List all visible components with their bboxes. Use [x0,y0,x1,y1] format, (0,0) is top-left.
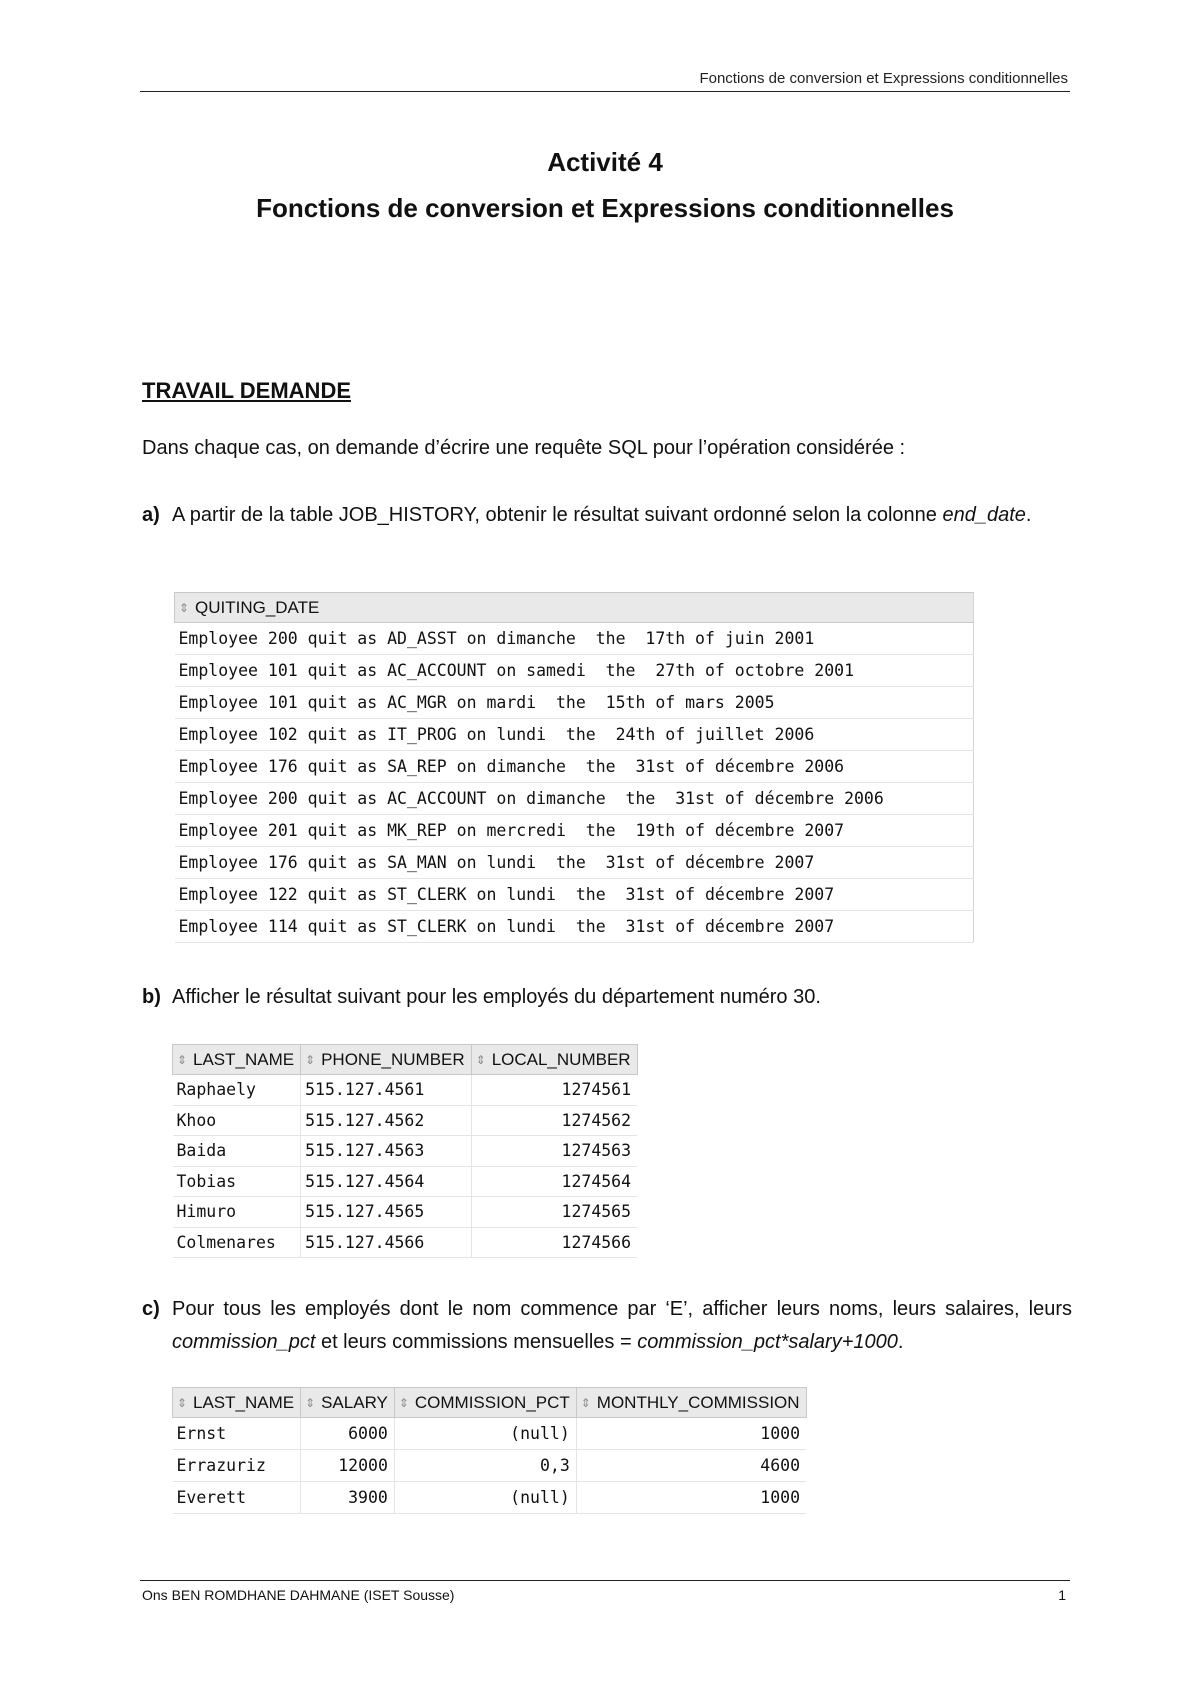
table-row[interactable] [175,687,974,719]
table-cell: Employee 101 quit as AC_ACCOUNT on samedi the 27th of octobre 2001 [175,655,974,687]
table-cell: (null) [394,1418,576,1450]
table-row[interactable] [173,1418,807,1450]
question-c-em-1: commission_pct [172,1331,316,1353]
table-cell: 1274565 [471,1197,637,1228]
grid-b-body [173,1075,638,1258]
question-b [142,981,1072,1014]
table-row[interactable] [173,1450,807,1482]
table-cell: 515.127.4563 [301,1136,472,1167]
table-row[interactable] [175,815,974,847]
table-cell: Tobias [173,1166,301,1197]
grid-a-header-row [175,593,974,623]
table-row[interactable] [173,1105,638,1136]
grid-a-col-header[interactable] [175,593,974,623]
sort-arrows-icon[interactable]: ⇕ [177,1396,188,1411]
table-cell: 1000 [576,1418,806,1450]
grid-b-col-header-label: LAST_NAME [193,1049,295,1069]
table-row[interactable] [173,1136,638,1167]
table-cell: 515.127.4566 [301,1227,472,1258]
grid-c-col-header[interactable] [173,1388,301,1418]
grid-c-col-header[interactable] [301,1388,395,1418]
grid-a [174,592,974,943]
grid-c-col-header-label: LAST_NAME [193,1392,295,1412]
table-cell: Employee 122 quit as ST_CLERK on lundi the 31st of décembre 2007 [175,879,974,911]
table-row[interactable] [173,1166,638,1197]
table-cell: Errazuriz [173,1450,301,1482]
grid-a-col-header-label: QUITING_DATE [195,597,320,617]
grid-c-col-header-label: MONTHLY_COMMISSION [596,1392,800,1412]
question-a [142,499,1072,532]
grid-b-header-row [173,1045,638,1075]
running-header-title: Fonctions de conversion et Expressions conditionnelles [699,70,1068,87]
table-cell: 4600 [576,1450,806,1482]
question-a-label: a) [142,504,160,526]
question-b-text: Afficher le résultat suivant pour les employés du département numéro 30. [172,986,821,1008]
table-row[interactable] [175,879,974,911]
question-c-em-2: commission_pct*salary+1000 [637,1331,898,1353]
table-cell: Colmenares [173,1227,301,1258]
question-c-text-1: Pour tous les employés dont le nom commence par ‘E’, afficher leurs noms, leurs salaires, leurs [172,1298,1072,1320]
table-cell: Employee 200 quit as AD_ASST on dimanche the 17th of juin 2001 [175,623,974,655]
grid-b-col-header-label: PHONE_NUMBER [321,1049,465,1069]
table-row[interactable] [175,783,974,815]
question-c-text-end: . [897,1331,904,1353]
page-footer [140,1580,1070,1603]
table-row[interactable] [173,1227,638,1258]
activity-subtitle: Fonctions de conversion et Expressions conditionnelles [256,193,954,223]
section-title: TRAVAIL DEMANDE [142,378,351,403]
table-cell: Employee 102 quit as IT_PROG on lundi the 24th of juillet 2006 [175,719,974,751]
sort-arrows-icon[interactable]: ⇕ [398,1396,409,1411]
table-row[interactable] [175,623,974,655]
table-row[interactable] [175,847,974,879]
table-cell: Baida [173,1136,301,1167]
grid-a-body [175,623,974,943]
sort-arrows-icon[interactable]: ⇕ [179,601,190,616]
table-cell: Employee 101 quit as AC_MGR on mardi the 15th of mars 2005 [175,687,974,719]
table-cell: 3900 [301,1482,395,1514]
question-a-text-end: . [1025,504,1032,526]
grid-c [172,1387,807,1514]
table-row[interactable] [173,1482,807,1514]
grid-c-col-header[interactable] [394,1388,576,1418]
grid-c-body [173,1418,807,1514]
table-cell: 515.127.4564 [301,1166,472,1197]
table-cell: 1274562 [471,1105,637,1136]
table-cell: 515.127.4565 [301,1197,472,1228]
section-intro: Dans chaque cas, on demande d’écrire une requête SQL pour l’opération considérée : [142,437,906,459]
grid-b [172,1044,638,1258]
table-cell: Employee 176 quit as SA_MAN on lundi the 31st of décembre 2007 [175,847,974,879]
question-b-label: b) [142,986,161,1008]
table-cell: Raphaely [173,1075,301,1106]
grid-c-col-header-label: COMMISSION_PCT [414,1392,570,1412]
sort-arrows-icon[interactable]: ⇕ [580,1396,591,1411]
table-cell: Ernst [173,1418,301,1450]
sort-arrows-icon[interactable]: ⇕ [177,1053,188,1068]
table-cell: 1274564 [471,1166,637,1197]
table-cell: 1274563 [471,1136,637,1167]
table-cell: 1274561 [471,1075,637,1106]
question-c-text-2: et leurs commissions mensuelles = [315,1331,638,1353]
table-cell: Khoo [173,1105,301,1136]
grid-c-header-row [173,1388,807,1418]
table-cell: Employee 200 quit as AC_ACCOUNT on dimanche the 31st of décembre 2006 [175,783,974,815]
question-a-text-main: A partir de la table JOB_HISTORY, obtenir le résultat suivant ordonné selon la colonne [172,504,943,526]
grid-b-col-header-label: LOCAL_NUMBER [491,1049,631,1069]
table-cell: Employee 201 quit as MK_REP on mercredi the 19th of décembre 2007 [175,815,974,847]
question-c [142,1293,1072,1359]
table-cell: Everett [173,1482,301,1514]
question-a-text-em: end_date [942,504,1026,526]
table-cell: (null) [394,1482,576,1514]
footer-page-number: 1 [1058,1587,1066,1603]
table-row[interactable] [175,719,974,751]
table-cell: 6000 [301,1418,395,1450]
question-c-text [172,1293,1072,1359]
table-cell: Himuro [173,1197,301,1228]
table-row[interactable] [175,655,974,687]
table-row[interactable] [173,1197,638,1228]
table-cell: Employee 176 quit as SA_REP on dimanche the 31st of décembre 2006 [175,751,974,783]
footer-author: Ons BEN ROMDHANE DAHMANE (ISET Sousse) [142,1587,455,1603]
grid-b-col-header[interactable] [301,1045,472,1075]
table-cell: Employee 114 quit as ST_CLERK on lundi the 31st of décembre 2007 [175,911,974,943]
table-cell: 515.127.4561 [301,1075,472,1106]
sort-arrows-icon[interactable]: ⇕ [475,1053,486,1068]
sort-arrows-icon[interactable]: ⇕ [305,1396,316,1411]
table-cell: 0,3 [394,1450,576,1482]
table-cell: 515.127.4562 [301,1105,472,1136]
grid-c-col-header-label: SALARY [321,1392,388,1412]
running-header [140,70,1070,92]
title-block [140,145,1070,225]
grid-c-col-header[interactable] [576,1388,806,1418]
question-c-label: c) [142,1298,160,1320]
table-row[interactable] [173,1075,638,1106]
table-cell: 12000 [301,1450,395,1482]
table-cell: 1000 [576,1482,806,1514]
table-cell: 1274566 [471,1227,637,1258]
activity-title: Activité 4 [547,147,663,177]
sort-arrows-icon[interactable]: ⇕ [305,1053,316,1068]
grid-b-col-header[interactable] [173,1045,301,1075]
grid-b-col-header[interactable] [471,1045,637,1075]
table-row[interactable] [175,751,974,783]
table-row[interactable] [175,911,974,943]
question-a-text [172,499,1072,532]
